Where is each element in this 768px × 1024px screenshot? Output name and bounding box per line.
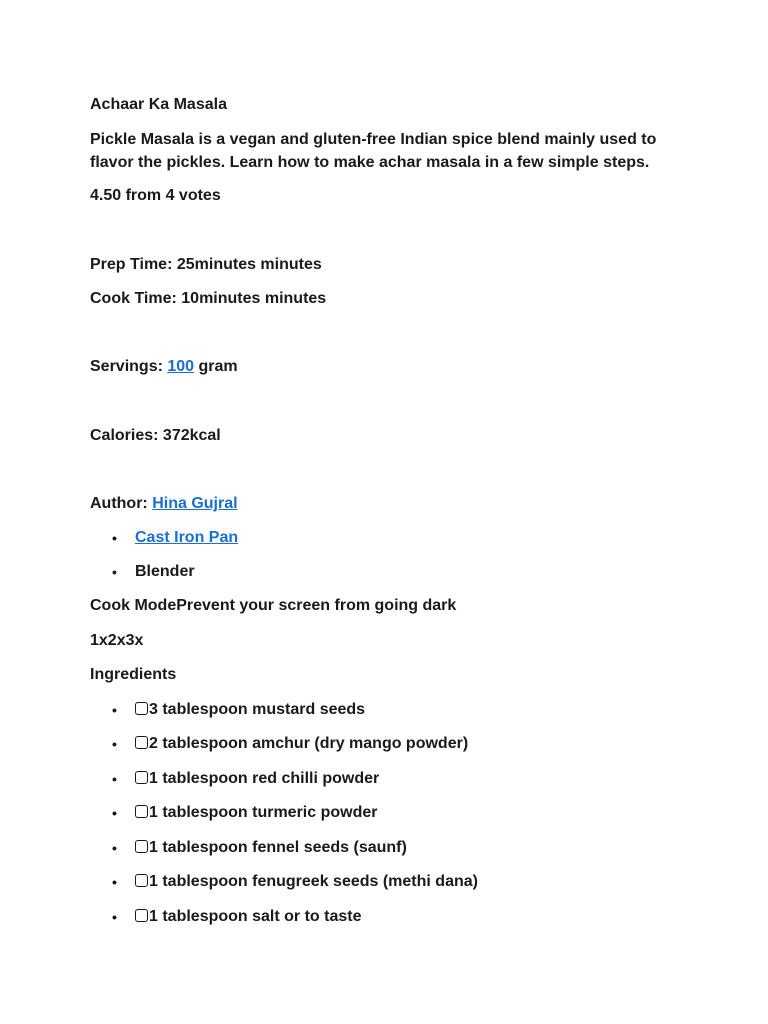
cook-mode-toggle[interactable]: Cook ModePrevent your screen from going dark <box>90 597 457 614</box>
bullet-glyph: • <box>112 530 117 546</box>
author-label: Author: <box>90 495 153 512</box>
bullet-glyph: • <box>112 564 117 580</box>
servings-label: Servings: <box>90 358 168 375</box>
bullet-glyph: • <box>112 805 117 821</box>
servings-value-link[interactable]: 100 <box>167 358 195 375</box>
ingredient-label: 3 tablespoon mustard seeds <box>149 701 366 718</box>
author <box>90 494 238 514</box>
rating-text: 4.50 from 4 votes <box>90 187 221 204</box>
ingredient-label: 1 tablespoon red chilli powder <box>149 770 380 787</box>
bullet-glyph: • <box>112 771 117 787</box>
bullet-glyph: • <box>112 909 117 925</box>
equipment-link-cast-iron-pan[interactable]: Cast Iron Pan <box>135 529 239 546</box>
ingredient-checkbox[interactable] <box>135 909 148 922</box>
ingredient-label: 1 tablespoon salt or to taste <box>149 908 362 925</box>
calories: Calories: 372kcal <box>90 427 221 444</box>
author-link[interactable]: Hina Gujral <box>152 495 238 512</box>
recipe-title: Achaar Ka Masala <box>90 96 227 113</box>
ingredient-checkbox[interactable] <box>135 805 148 818</box>
ingredient-label: 1 tablespoon fennel seeds (saunf) <box>149 839 407 856</box>
ingredient-label: 1 tablespoon turmeric powder <box>149 804 378 821</box>
ingredients-heading: Ingredients <box>90 666 177 683</box>
equipment-label-blender: Blender <box>135 563 195 580</box>
bullet-glyph: • <box>112 702 117 718</box>
cook-time: Cook Time: 10minutes minutes <box>90 290 327 307</box>
bullet-glyph: • <box>112 840 117 856</box>
recipe-description: Pickle Masala is a vegan and gluten-free Indian spice blend mainly used to flavor the pickles. Learn how to make achar masala in a few simple steps. <box>90 131 657 171</box>
ingredient-checkbox[interactable] <box>135 771 148 784</box>
servings <box>90 357 238 377</box>
servings-unit: gram <box>194 358 238 375</box>
ingredient-label: 2 tablespoon amchur (dry mango powder) <box>149 735 469 752</box>
ingredient-checkbox[interactable] <box>135 736 148 749</box>
scale-options[interactable]: 1x2x3x <box>90 632 144 649</box>
ingredient-label: 1 tablespoon fenugreek seeds (methi dana) <box>149 873 478 890</box>
bullet-glyph: • <box>112 874 117 890</box>
prep-time: Prep Time: 25minutes minutes <box>90 256 322 273</box>
ingredient-checkbox[interactable] <box>135 874 148 887</box>
bullet-glyph: • <box>112 736 117 752</box>
ingredient-checkbox[interactable] <box>135 702 148 715</box>
ingredient-checkbox[interactable] <box>135 840 148 853</box>
